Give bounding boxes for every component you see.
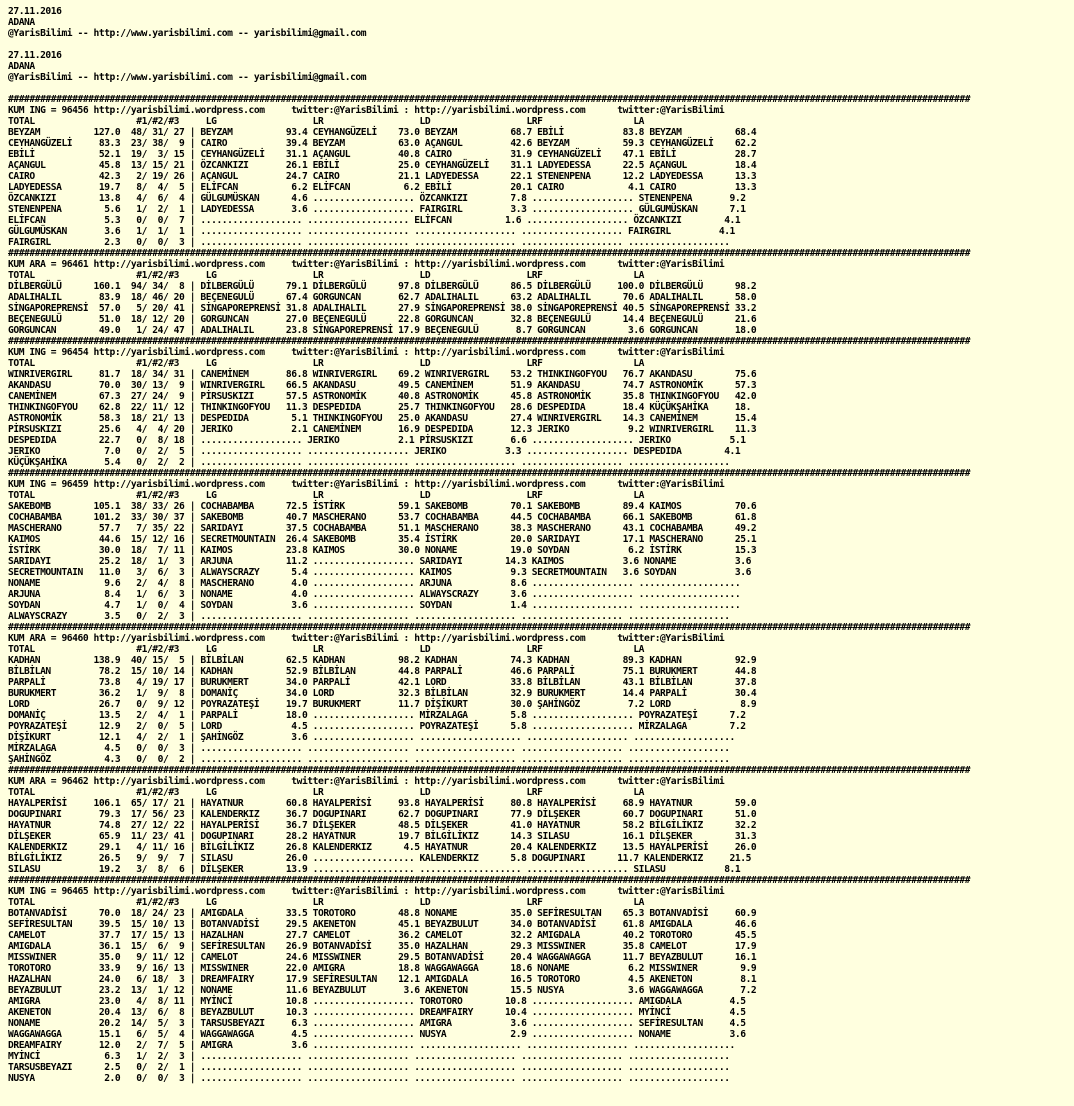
report-contact: @YarisBilimi -- http://www.yarisbilimi.com -- yarisbilimi@gmail.com — [8, 72, 367, 83]
race-row: BURUKMERT 36.2 1/ 9/ 8 | DOMANİÇ 34.0 LORD 32.3 BİLBİLAN 32.9 BURUKMERT 14.4 PARPALİ 30.4 — [8, 688, 757, 699]
race-row: ADALIHALIL 83.9 18/ 46/ 20 | BEÇENEGULÜ 67.4 GORGUNCAN 62.7 ADALIHALIL 63.2 ADALIHALIL 70.6 ADALIHALIL 58.0 — [8, 292, 757, 303]
race-row: DESPEDIDA 22.7 0/ 8/ 18 | ................... JERIKO 2.1 PİRSUSKIZI 6.6 ................... JERIKO 5.1 — [8, 435, 746, 446]
race-row: DİLŞEKER 65.9 11/ 23/ 41 | DOGUPINARI 28.2 HAYATNUR 19.7 BİLGİLİKIZ 14.3 SILASU 16.1 DİLŞEKER 31.3 — [8, 831, 757, 842]
report-date: 27.11.2016 — [8, 50, 62, 61]
race-row: AMIGDALA 36.1 15/ 6/ 9 | SEFİRESULTAN 26.9 BOTANVADİSİ 35.0 HAZALHAN 29.3 MISSWINER 35.8 CAMELOT 17.9 — [8, 941, 757, 952]
race-column-headers: TOTAL #1/#2/#3 LG LR LD LRF LA — [8, 358, 645, 369]
race-row: BOTANVADİSİ 70.0 18/ 24/ 23 | AMIGDALA 33.5 TOROTORO 48.8 NONAME 35.0 SEFİRESULTAN 65.3 BOTANVADİSİ 60.9 — [8, 908, 757, 919]
separator-line: #################################################################################################################################################################################### — [8, 622, 971, 633]
race-row: PARPALİ 73.8 4/ 19/ 17 | BURUKMERT 34.0 PARPALİ 42.1 LORD 33.8 BİLBİLAN 43.1 BİLBİLAN 37.8 — [8, 677, 757, 688]
race-column-headers: TOTAL #1/#2/#3 LG LR LD LRF LA — [8, 644, 645, 655]
race-row: DİŞİKURT 12.1 4/ 2/ 1 | ŞAHİNGÖZ 3.6 ................... ................... ................... ................... — [8, 732, 735, 743]
race-row: AMIGRA 23.0 4/ 8/ 11 | MYİNCİ 10.8 ................... TOROTORO 10.8 ................... AMIGDALA 4.5 — [8, 996, 746, 1007]
race-row: POYRAZATEŞİ 12.9 2/ 0/ 5 | LORD 4.5 ................... POYRAZATEŞİ 5.8 ................... MİRZALAGA 7.2 — [8, 721, 746, 732]
race-column-headers: TOTAL #1/#2/#3 LG LR LD LRF LA — [8, 787, 645, 798]
race-row: COCHABAMBA 101.2 33/ 30/ 37 | SAKEBOMB 40.7 MASCHERANO 53.7 COCHABAMBA 44.5 COCHABAMBA 66.1 SAKEBOMB 61.8 — [8, 512, 757, 523]
report-contact: @YarisBilimi -- http://www.yarisbilimi.com -- yarisbilimi@gmail.com — [8, 28, 367, 39]
race-row: ELİFCAN 5.3 0/ 0/ 7 | ................... ................... ELİFCAN 1.6 ................... ÖZCANKIZI 4.1 — [8, 215, 741, 226]
race-row: JERIKO 7.0 0/ 2/ 5 | ................... ................... JERIKO 3.3 ................... DESPEDIDA 4.1 — [8, 446, 741, 457]
race-block — [8, 105, 756, 248]
race-title-line: KUM ING = 96459 http://yarisbilimi.wordpress.com twitter:@YarisBilimi : http://yarisbilimi.wordpress.com twitter:@YarisBilimi — [8, 479, 725, 490]
race-row: KÜÇÜKŞAHİKA 5.4 0/ 2/ 2 | ................... ................... ................... ................... ................... — [8, 457, 730, 468]
race-row: ASTRONOMİK 58.3 18/ 21/ 13 | DESPEDIDA 5.1 THINKINGOFYOU 25.0 AKANDASU 27.4 WINRIVERGIRL 14.3 CANEMİNEM 15.4 — [8, 413, 757, 424]
race-row: NONAME 9.6 2/ 4/ 8 | MASCHERANO 4.0 ................... ARJUNA 8.6 ................... ................... — [8, 578, 741, 589]
race-row: KAIMOS 44.6 15/ 12/ 16 | SECRETMOUNTAIN 26.4 SAKEBOMB 35.4 İSTİRK 20.0 SARIDAYI 17.1 MASCHERANO 25.1 — [8, 534, 757, 545]
report-city: ADANA — [8, 17, 35, 28]
race-title-line: KUM ARA = 96462 http://yarisbilimi.wordpress.com twitter:@YarisBilimi : http://yarisbilimi.wordpress.com twitter:@YarisBilimi — [8, 776, 725, 787]
race-row: CAMELOT 37.7 17/ 15/ 13 | HAZALHAN 27.7 CAMELOT 36.2 CAMELOT 32.2 AMIGDALA 40.2 TOROTORO 45.5 — [8, 930, 757, 941]
race-row: CAIRO 42.3 2/ 19/ 26 | AÇANGUL 24.7 CAIRO 21.1 LADYEDESSA 22.1 STENENPENA 12.2 LADYEDESSA 13.3 — [8, 171, 757, 182]
race-row: SEFİRESULTAN 39.5 15/ 10/ 13 | BOTANVADİSİ 29.5 AKENETON 45.1 BEYAZBULUT 34.0 BOTANVADİSİ 61.8 AMIGDALA 46.6 — [8, 919, 757, 930]
race-block — [8, 886, 756, 1084]
race-row: NONAME 20.2 14/ 5/ 3 | TARSUSBEYAZI 6.3 ................... AMIGRA 3.6 ................... SEFİRESULTAN 4.5 — [8, 1018, 746, 1029]
race-row: AKENETON 20.4 13/ 6/ 8 | BEYAZBULUT 10.3 ................... DREAMFAIRY 10.4 ................... MYİNCİ 4.5 — [8, 1007, 746, 1018]
race-row: CEYHANGÜZELİ 83.3 23/ 38/ 9 | CAIRO 39.4 BEYZAM 63.0 AÇANGUL 42.6 BEYZAM 59.3 CEYHANGÜZELİ 62.2 — [8, 138, 757, 149]
report-date: 27.11.2016 — [8, 6, 62, 17]
races-container — [8, 94, 970, 1084]
race-row: BEYAZBULUT 23.2 13/ 1/ 12 | NONAME 11.6 BEYAZBULUT 3.6 AKENETON 15.5 NUSYA 3.6 WAGGAWAGGA 7.2 — [8, 985, 757, 996]
race-row: MASCHERANO 57.7 7/ 35/ 22 | SARIDAYI 37.5 COCHABAMBA 51.1 MASCHERANO 38.3 MASCHERANO 43.1 COCHABAMBA 49.2 — [8, 523, 757, 534]
race-row: SİNGAPOREPRENSİ 57.0 5/ 20/ 41 | SİNGAPOREPRENSİ 31.8 ADALIHALIL 27.9 SİNGAPOREPRENSİ 38.0 SİNGAPOREPRENSİ 40.5 SİNGAPOREPRENSİ 33.2 — [8, 303, 757, 314]
race-column-headers: TOTAL #1/#2/#3 LG LR LD LRF LA — [8, 116, 645, 127]
race-row: AÇANGUL 45.8 13/ 15/ 21 | ÖZCANKIZI 26.1 EBİLİ 25.0 CEYHANGÜZELİ 31.1 LADYEDESSA 22.5 AÇANGUL 18.4 — [8, 160, 757, 171]
race-row: WAGGAWAGGA 15.1 6/ 5/ 4 | WAGGAWAGGA 4.5 ................... NUSYA 2.9 ................... NONAME 3.6 — [8, 1029, 746, 1040]
race-column-headers: TOTAL #1/#2/#3 LG LR LD LRF LA — [8, 270, 645, 281]
separator-line: #################################################################################################################################################################################### — [8, 248, 971, 259]
report-header — [8, 50, 366, 83]
race-row: BEYZAM 127.0 48/ 31/ 27 | BEYZAM 93.4 CEYHANGÜZELİ 73.0 BEYZAM 68.7 EBİLİ 83.8 BEYZAM 68.4 — [8, 127, 757, 138]
race-row: ARJUNA 8.4 1/ 6/ 3 | NONAME 4.0 ................... ALWAYSCRAZY 3.6 ................... ................... — [8, 589, 741, 600]
race-row: STENENPENA 5.6 1/ 2/ 1 | LADYEDESSA 3.6 ................... FAIRGIRL 3.3 ................... GÜLGUMÜSKAN 7.1 — [8, 204, 746, 215]
race-row: MYİNCİ 6.3 1/ 2/ 3 | ................... ................... ................... ................... ................... — [8, 1051, 730, 1062]
race-block — [8, 633, 756, 765]
race-row: HAZALHAN 24.0 6/ 18/ 3 | DREAMFAIRY 17.9 SEFİRESULTAN 12.1 AMIGDALA 16.5 TOROTORO 4.5 AKENETON 8.1 — [8, 974, 757, 985]
race-title-line: KUM ARA = 96461 http://yarisbilimi.wordpress.com twitter:@YarisBilimi : http://yarisbilimi.wordpress.com twitter:@YarisBilimi — [8, 259, 725, 270]
separator-line: #################################################################################################################################################################################### — [8, 336, 971, 347]
race-row: BEÇENEGULÜ 51.0 18/ 12/ 20 | GORGUNCAN 27.0 BEÇENEGULÜ 22.8 GORGUNCAN 32.8 BEÇENEGULÜ 14.4 BEÇENEGULÜ 21.6 — [8, 314, 757, 325]
race-row: SOYDAN 4.7 1/ 0/ 4 | SOYDAN 3.6 ................... SOYDAN 1.4 ................... ................... — [8, 600, 741, 611]
race-row: MİRZALAGA 4.5 0/ 0/ 3 | ................... ................... ................... ................... ................... — [8, 743, 730, 754]
race-row: ŞAHİNGÖZ 4.3 0/ 0/ 2 | ................... ................... ................... ................... ................... — [8, 754, 730, 765]
race-row: MISSWINER 35.0 9/ 11/ 12 | CAMELOT 24.6 MISSWINER 29.5 BOTANVADİSİ 20.4 WAGGAWAGGA 11.7 BEYAZBULUT 16.1 — [8, 952, 757, 963]
race-row: İSTİRK 30.0 18/ 7/ 11 | KAIMOS 23.8 KAIMOS 30.0 NONAME 19.0 SOYDAN 6.2 İSTİRK 15.3 — [8, 545, 757, 556]
race-row: NUSYA 2.0 0/ 0/ 3 | ................... ................... ................... ................... ................... — [8, 1073, 730, 1084]
race-row: WINRIVERGIRL 81.7 18/ 34/ 31 | CANEMİNEM 86.8 WINRIVERGIRL 69.2 WINRIVERGIRL 53.2 THINKINGOFYOU 76.7 AKANDASU 75.6 — [8, 369, 757, 380]
race-title-line: KUM ING = 96465 http://yarisbilimi.wordpress.com twitter:@YarisBilimi : http://yarisbilimi.wordpress.com twitter:@YarisBilimi — [8, 886, 725, 897]
report-header — [8, 6, 366, 39]
race-row: HAYATNUR 74.8 27/ 12/ 22 | HAYALPERİSİ 36.7 DİLŞEKER 48.5 DİLŞEKER 41.0 HAYATNUR 58.2 BİLGİLİKIZ 32.2 — [8, 820, 757, 831]
race-column-headers: TOTAL #1/#2/#3 LG LR LD LRF LA — [8, 897, 645, 908]
report-city: ADANA — [8, 61, 35, 72]
race-row: DİLBERGÜLÜ 160.1 94/ 34/ 8 | DİLBERGÜLÜ 79.1 DİLBERGÜLÜ 97.8 DİLBERGÜLÜ 86.5 DİLBERGÜLÜ 100.0 DİLBERGÜLÜ 98.2 — [8, 281, 757, 292]
race-block — [8, 479, 756, 622]
race-row: THINKINGOFYOU 62.8 22/ 11/ 12 | THINKINGOFYOU 11.3 DESPEDIDA 25.7 THINKINGOFYOU 28.6 DESPEDIDA 18.4 KÜÇÜKŞAHİKA 18. — [8, 402, 751, 413]
race-title-line: KUM ING = 96454 http://yarisbilimi.wordpress.com twitter:@YarisBilimi : http://yarisbilimi.wordpress.com twitter:@YarisBilimi — [8, 347, 725, 358]
race-row: KALENDERKIZ 29.1 4/ 11/ 16 | BİLGİLİKIZ 26.8 KALENDERKIZ 4.5 HAYATNUR 20.4 KALENDERKIZ 13.5 HAYALPERİSİ 26.0 — [8, 842, 757, 853]
race-row: LADYEDESSA 19.7 8/ 4/ 5 | ELİFCAN 6.2 ELİFCAN 6.2 EBİLİ 20.1 CAIRO 4.1 CAIRO 13.3 — [8, 182, 757, 193]
race-title-line: KUM ARA = 96460 http://yarisbilimi.wordpress.com twitter:@YarisBilimi : http://yarisbilimi.wordpress.com twitter:@YarisBilimi — [8, 633, 725, 644]
race-title-line: KUM ING = 96456 http://yarisbilimi.wordpress.com twitter:@YarisBilimi : http://yarisbilimi.wordpress.com twitter:@YarisBilimi — [8, 105, 725, 116]
race-block — [8, 776, 756, 875]
race-column-headers: TOTAL #1/#2/#3 LG LR LD LRF LA — [8, 490, 645, 501]
race-row: GÜLGUMÜSKAN 3.6 1/ 1/ 1 | ................... ................... ................... ................... FAIRGIRL 4.1 — [8, 226, 735, 237]
race-row: KADHAN 138.9 40/ 15/ 5 | BİLBİLAN 62.5 KADHAN 98.2 KADHAN 74.3 KADHAN 89.3 KADHAN 92.9 — [8, 655, 757, 666]
race-row: HAYALPERİSİ 106.1 65/ 17/ 21 | HAYATNUR 60.8 HAYALPERİSİ 93.8 HAYALPERİSİ 80.8 HAYALPERİSİ 68.9 HAYATNUR 59.0 — [8, 798, 757, 809]
race-row: ALWAYSCRAZY 3.5 0/ 2/ 3 | ................... ................... ................... ................... ................... — [8, 611, 730, 622]
race-row: EBİLİ 52.1 19/ 3/ 15 | CEYHANGÜZELİ 31.1 AÇANGUL 40.8 CAIRO 31.9 CEYHANGÜZELİ 47.1 EBİLİ 28.7 — [8, 149, 757, 160]
race-row: DOMANİÇ 13.5 2/ 4/ 1 | PARPALİ 18.0 ................... MİRZALAGA 5.8 ................... POYRAZATEŞİ 7.2 — [8, 710, 746, 721]
race-row: SAKEBOMB 105.1 38/ 33/ 26 | COCHABAMBA 72.5 İSTİRK 59.1 SAKEBOMB 70.1 SAKEBOMB 89.4 KAIMOS 70.6 — [8, 501, 757, 512]
race-row: SECRETMOUNTAIN 11.0 3/ 6/ 3 | ALWAYSCRAZY 5.4 ................... KAIMOS 9.3 SECRETMOUNTAIN 3.6 SOYDAN 3.6 — [8, 567, 751, 578]
separator-line: #################################################################################################################################################################################### — [8, 875, 971, 886]
race-row: BİLGİLİKIZ 26.5 9/ 9/ 7 | SILASU 26.0 ................... KALENDERKIZ 5.8 DOGUPINARI 11.7 KALENDERKIZ 21.5 — [8, 853, 751, 864]
race-row: BİLBİLAN 78.2 15/ 10/ 14 | KADHAN 52.9 BİLBİLAN 44.8 PARPALİ 46.6 PARPALİ 75.1 BURUKMERT 44.8 — [8, 666, 757, 677]
race-row: PİRSUSKIZI 25.6 4/ 4/ 20 | JERIKO 2.1 CANEMİNEM 16.9 DESPEDIDA 12.3 JERIKO 9.2 WINRIVERGIRL 11.3 — [8, 424, 757, 435]
separator-line: #################################################################################################################################################################################### — [8, 94, 971, 105]
race-row: GORGUNCAN 49.0 1/ 24/ 47 | ADALIHALIL 23.8 SİNGAPOREPRENSİ 17.9 BEÇENEGULÜ 8.7 GORGUNCAN 3.6 GORGUNCAN 18.0 — [8, 325, 757, 336]
race-row: FAIRGIRL 2.3 0/ 0/ 3 | ................... ................... ................... ................... ................... — [8, 237, 730, 248]
race-row: AKANDASU 70.0 30/ 13/ 9 | WINRIVERGIRL 66.5 AKANDASU 49.5 CANEMİNEM 51.9 AKANDASU 74.7 ASTRONOMİK 57.3 — [8, 380, 757, 391]
race-row: SARIDAYI 25.2 18/ 1/ 3 | ARJUNA 11.2 ................... SARIDAYI 14.3 KAIMOS 3.6 NONAME 3.6 — [8, 556, 751, 567]
race-row: LORD 26.7 0/ 9/ 12 | POYRAZATEŞİ 19.7 BURUKMERT 11.7 DİŞİKURT 30.0 ŞAHİNGÖZ 7.2 LORD 8.9 — [8, 699, 757, 710]
race-row: DREAMFAIRY 12.0 2/ 7/ 5 | AMIGRA 3.6 ................... ................... ................... ................... — [8, 1040, 735, 1051]
separator-line: #################################################################################################################################################################################### — [8, 765, 971, 776]
race-row: ÖZCANKIZI 13.8 4/ 6/ 4 | GÜLGUMÜSKAN 4.6 ................... ÖZCANKIZI 7.8 ................... STENENPENA 9.2 — [8, 193, 746, 204]
race-row: SILASU 19.2 3/ 8/ 6 | DİLŞEKER 13.9 ................... ................... ................... SILASU 8.1 — [8, 864, 741, 875]
race-block — [8, 347, 756, 468]
race-row: TARSUSBEYAZI 2.5 0/ 2/ 1 | ................... ................... ................... ................... ................... — [8, 1062, 730, 1073]
separator-line: #################################################################################################################################################################################### — [8, 468, 971, 479]
race-row: TOROTORO 33.9 9/ 16/ 13 | MISSWINER 22.0 AMIGRA 18.8 WAGGAWAGGA 18.6 NONAME 6.2 MISSWINER 9.9 — [8, 963, 757, 974]
race-block — [8, 259, 756, 336]
race-row: DOGUPINARI 79.3 17/ 56/ 23 | KALENDERKIZ 36.7 DOGUPINARI 62.7 DOGUPINARI 77.9 DİLŞEKER 60.7 DOGUPINARI 51.0 — [8, 809, 757, 820]
race-row: CANEMİNEM 67.3 27/ 24/ 9 | PİRSUSKIZI 57.5 ASTRONOMİK 40.8 ASTRONOMİK 45.8 ASTRONOMİK 35.8 THINKINGOFYOU 42.0 — [8, 391, 757, 402]
